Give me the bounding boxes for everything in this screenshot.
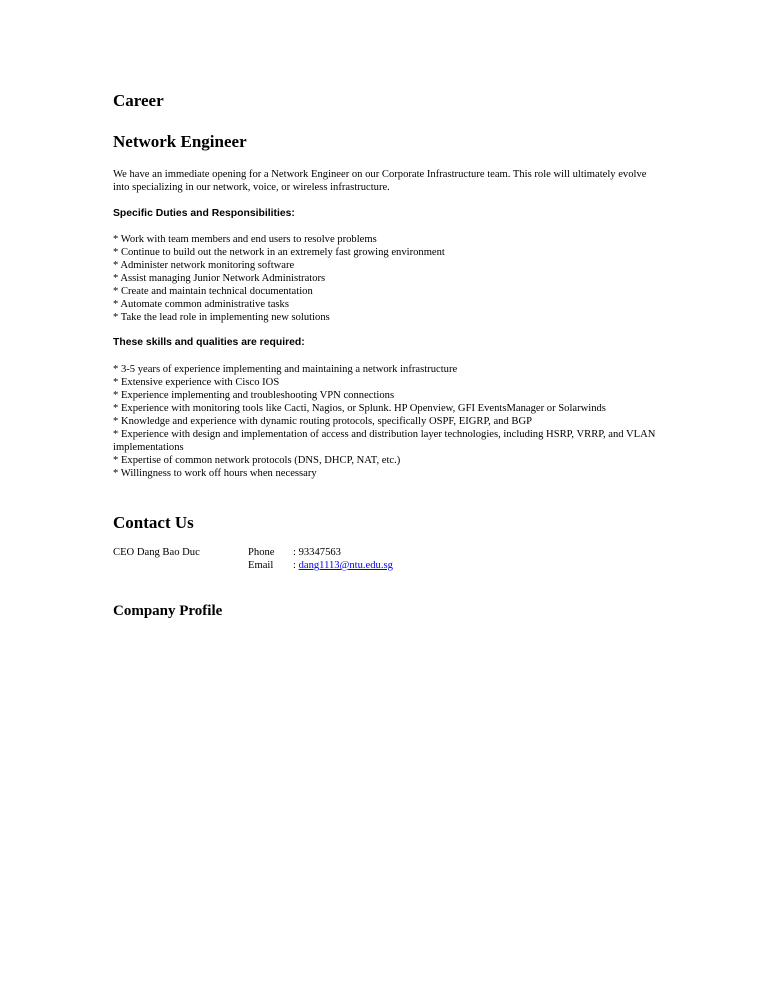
duty-item: * Work with team members and end users to resolve problems bbox=[113, 234, 377, 245]
duty-item: * Take the lead role in implementing new solutions bbox=[113, 312, 330, 323]
duty-item: * Administer network monitoring software bbox=[113, 260, 295, 271]
email-link[interactable]: dang1113@ntu.edu.sg bbox=[298, 560, 393, 571]
skill-item: * Expertise of common network protocols (DNS, DHCP, NAT, etc.) bbox=[113, 455, 401, 466]
phone-value: : 93347563 bbox=[293, 547, 341, 558]
skill-item: * Knowledge and experience with dynamic routing protocols, specifically OSPF, EIGRP, and BGP bbox=[113, 416, 533, 427]
duty-item: * Continue to build out the network in an extremely fast growing environment bbox=[113, 247, 445, 258]
skill-item: * Experience with design and implementation of access and distribution layer technologies, including HSRP, VRRP, and VLAN implementations bbox=[113, 429, 656, 453]
email-row bbox=[293, 559, 393, 572]
contact-name: CEO Dang Bao Duc bbox=[113, 547, 200, 558]
skills-heading: These skills and qualities are required: bbox=[113, 337, 305, 348]
company-profile-heading: Company Profile bbox=[113, 603, 223, 619]
contact-labels bbox=[248, 546, 274, 572]
skill-item: * Extensive experience with Cisco IOS bbox=[113, 377, 280, 388]
duties-heading: Specific Duties and Responsibilities: bbox=[113, 208, 295, 219]
duty-item: * Assist managing Junior Network Administrators bbox=[113, 273, 326, 284]
contact-values bbox=[293, 546, 393, 572]
job-intro: We have an immediate opening for a Network Engineer on our Corporate Infrastructure team. This role will ultimately evolve into specializing in our network, voice, or wireless infrastructure. bbox=[113, 169, 647, 193]
skill-item: * Experience with monitoring tools like Cacti, Nagios, or Splunk. HP Openview, GFI EventsManager or Solarwinds bbox=[113, 403, 606, 414]
career-heading: Career bbox=[113, 91, 164, 110]
duties-list bbox=[113, 233, 658, 324]
phone-label: Phone bbox=[248, 547, 275, 558]
skill-item: * 3-5 years of experience implementing and maintaining a network infrastructure bbox=[113, 364, 458, 375]
duty-item: * Create and maintain technical documentation bbox=[113, 286, 313, 297]
skills-list bbox=[113, 363, 658, 480]
skill-item: * Experience implementing and troubleshooting VPN connections bbox=[113, 390, 395, 401]
duty-item: * Automate common administrative tasks bbox=[113, 299, 289, 310]
job-title: Network Engineer bbox=[113, 132, 247, 151]
skill-item: * Willingness to work off hours when necessary bbox=[113, 468, 317, 479]
email-label: Email bbox=[248, 560, 274, 571]
email-prefix: : bbox=[293, 560, 299, 571]
contact-heading: Contact Us bbox=[113, 513, 194, 532]
